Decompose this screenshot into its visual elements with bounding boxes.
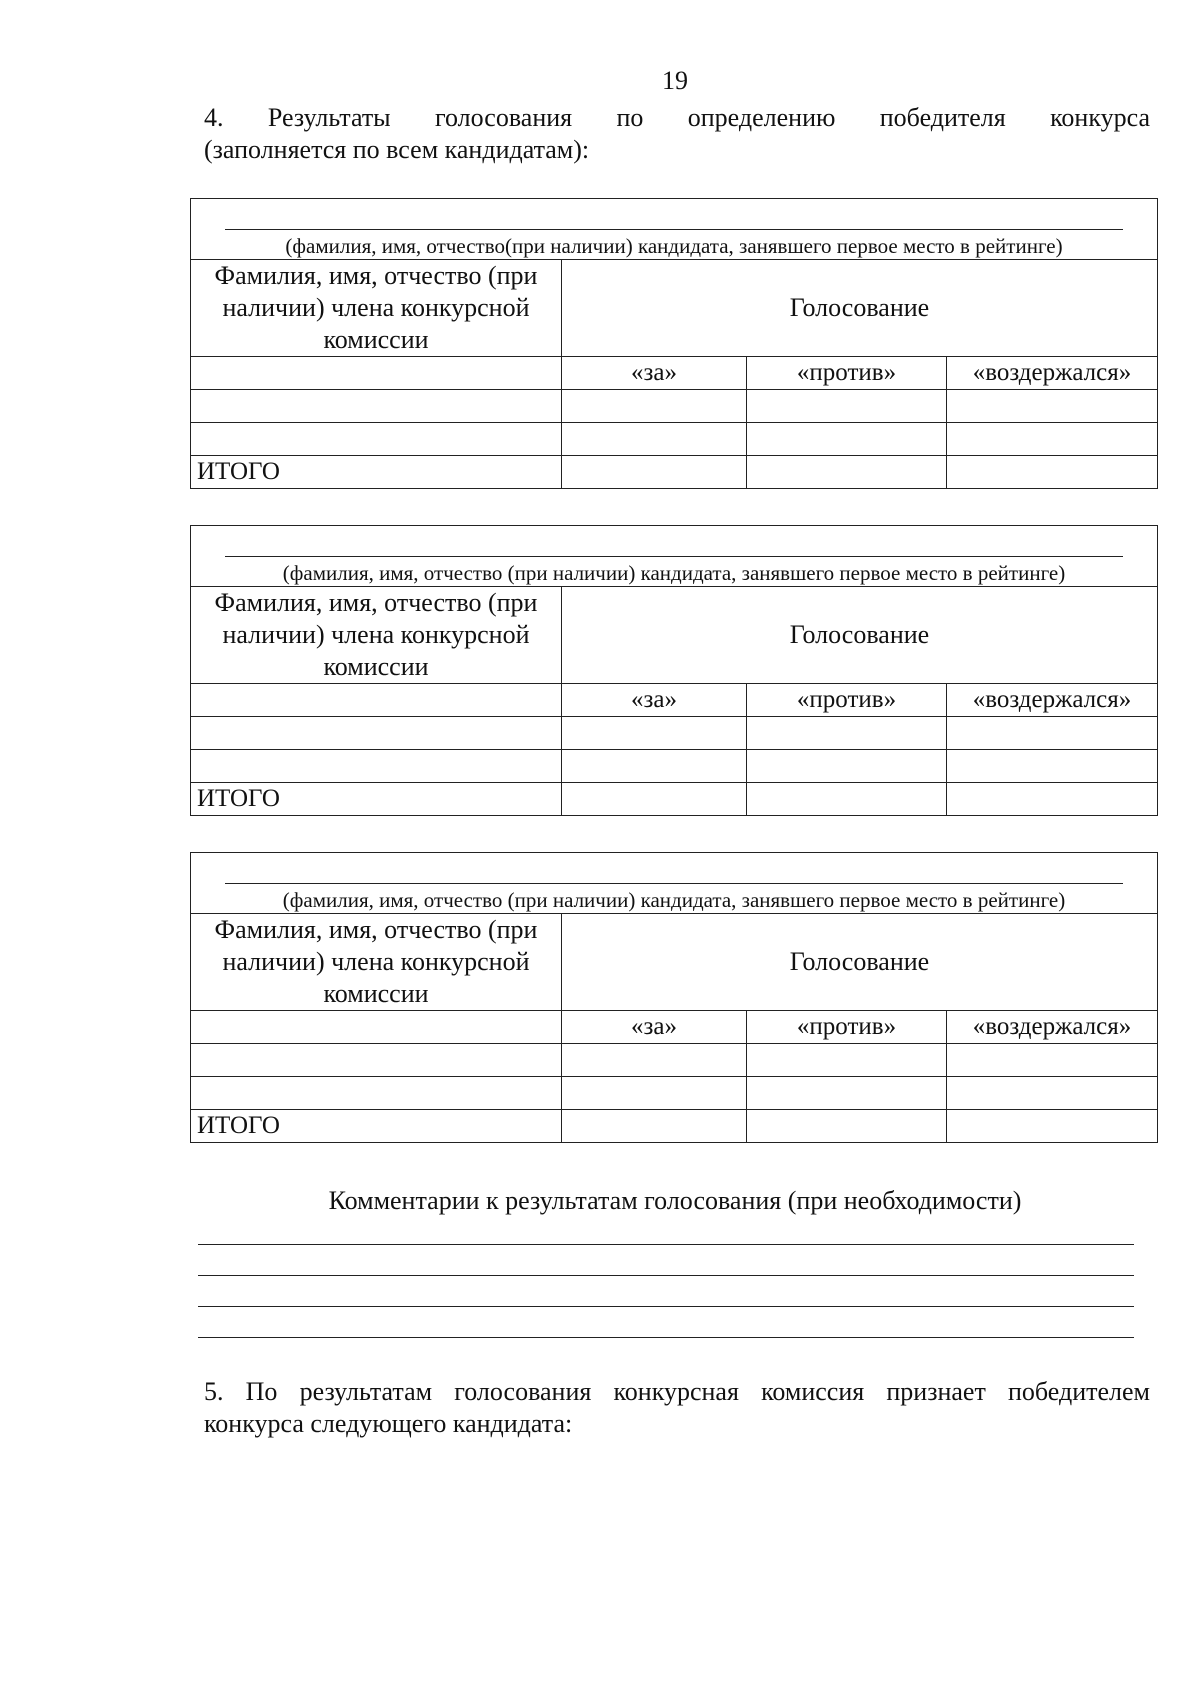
candidate-name-field[interactable] — [191, 526, 1158, 587]
table-row — [191, 423, 1158, 456]
total-against-cell[interactable] — [747, 456, 947, 489]
candidate-caption: (фамилия, имя, отчество(при наличии) кандидата, занявшего первое место в рейтинге) — [285, 234, 1063, 258]
total-for-cell[interactable] — [562, 456, 747, 489]
voting-header: Голосование — [562, 914, 1158, 1011]
option-against: «против» — [747, 684, 947, 717]
vote-for-cell[interactable] — [562, 717, 747, 750]
total-against-cell[interactable] — [747, 1110, 947, 1143]
vote-abstained-cell[interactable] — [947, 423, 1158, 456]
member-cell[interactable] — [191, 390, 562, 423]
voting-table-3 — [190, 852, 1158, 1143]
voting-table-1 — [190, 198, 1158, 489]
vote-against-cell[interactable] — [747, 390, 947, 423]
total-abstained-cell[interactable] — [947, 456, 1158, 489]
candidate-caption: (фамилия, имя, отчество (при наличии) кандидата, занявшего первое место в рейтинге) — [282, 561, 1066, 585]
table-row — [191, 1077, 1158, 1110]
member-cell[interactable] — [191, 717, 562, 750]
total-label: ИТОГО — [191, 1110, 562, 1143]
section-4-line-1: 4. Результаты голосования по определению победителя конкурса — [204, 103, 1150, 132]
member-column-header: Фамилия, имя, отчество (при наличии) члена конкурсной комиссии — [191, 587, 562, 684]
total-row — [191, 456, 1158, 489]
member-cell[interactable] — [191, 1077, 562, 1110]
vote-abstained-cell[interactable] — [947, 390, 1158, 423]
candidate-name-line — [225, 556, 1123, 557]
vote-for-cell[interactable] — [562, 390, 747, 423]
option-abstained: «воздержался» — [947, 1011, 1158, 1044]
comments-title: Комментарии к результатам голосования (при необходимости) — [328, 1186, 1022, 1215]
option-abstained: «воздержался» — [947, 684, 1158, 717]
voting-header: Голосование — [562, 260, 1158, 357]
total-for-cell[interactable] — [562, 1110, 747, 1143]
option-for: «за» — [562, 684, 747, 717]
table-row — [191, 717, 1158, 750]
table-row — [191, 390, 1158, 423]
total-row — [191, 1110, 1158, 1143]
comment-line-1[interactable] — [198, 1244, 1134, 1245]
total-against-cell[interactable] — [747, 783, 947, 816]
option-abstained: «воздержался» — [947, 357, 1158, 390]
section-5-line-1: 5. По результатам голосования конкурсная комиссия признает победителем — [204, 1377, 1150, 1406]
member-cell[interactable] — [191, 357, 562, 390]
vote-for-cell[interactable] — [562, 423, 747, 456]
total-label: ИТОГО — [191, 783, 562, 816]
page-number: 19 — [662, 66, 688, 95]
member-cell[interactable] — [191, 1011, 562, 1044]
comment-line-4[interactable] — [198, 1337, 1134, 1338]
table-row — [191, 750, 1158, 783]
vote-against-cell[interactable] — [747, 1077, 947, 1110]
member-column-header: Фамилия, имя, отчество (при наличии) члена конкурсной комиссии — [191, 914, 562, 1011]
section-5-heading — [204, 1376, 1150, 1440]
option-for: «за» — [562, 1011, 747, 1044]
candidate-name-field[interactable] — [191, 853, 1158, 914]
member-cell[interactable] — [191, 684, 562, 717]
vote-abstained-cell[interactable] — [947, 717, 1158, 750]
vote-against-cell[interactable] — [747, 1044, 947, 1077]
vote-for-cell[interactable] — [562, 1044, 747, 1077]
vote-abstained-cell[interactable] — [947, 1077, 1158, 1110]
option-against: «против» — [747, 357, 947, 390]
candidate-name-field[interactable] — [191, 199, 1158, 260]
total-abstained-cell[interactable] — [947, 1110, 1158, 1143]
vote-against-cell[interactable] — [747, 423, 947, 456]
vote-for-cell[interactable] — [562, 1077, 747, 1110]
member-column-header: Фамилия, имя, отчество (при наличии) члена конкурсной комиссии — [191, 260, 562, 357]
comment-line-2[interactable] — [198, 1275, 1134, 1276]
total-for-cell[interactable] — [562, 783, 747, 816]
candidate-caption: (фамилия, имя, отчество (при наличии) кандидата, занявшего первое место в рейтинге) — [282, 888, 1066, 912]
member-cell[interactable] — [191, 750, 562, 783]
section-4-heading — [204, 102, 1150, 166]
vote-against-cell[interactable] — [747, 750, 947, 783]
member-cell[interactable] — [191, 423, 562, 456]
vote-abstained-cell[interactable] — [947, 1044, 1158, 1077]
vote-abstained-cell[interactable] — [947, 750, 1158, 783]
section-5-line-2: конкурса следующего кандидата: — [204, 1409, 573, 1438]
section-4-line-2: (заполняется по всем кандидатам): — [204, 135, 590, 164]
option-against: «против» — [747, 1011, 947, 1044]
vote-against-cell[interactable] — [747, 717, 947, 750]
comment-line-3[interactable] — [198, 1306, 1134, 1307]
candidate-name-line — [225, 883, 1123, 884]
voting-header: Голосование — [562, 587, 1158, 684]
total-label: ИТОГО — [191, 456, 562, 489]
voting-table-2 — [190, 525, 1158, 816]
candidate-name-line — [225, 229, 1123, 230]
option-for: «за» — [562, 357, 747, 390]
total-abstained-cell[interactable] — [947, 783, 1158, 816]
total-row — [191, 783, 1158, 816]
table-row — [191, 1044, 1158, 1077]
vote-for-cell[interactable] — [562, 750, 747, 783]
member-cell[interactable] — [191, 1044, 562, 1077]
